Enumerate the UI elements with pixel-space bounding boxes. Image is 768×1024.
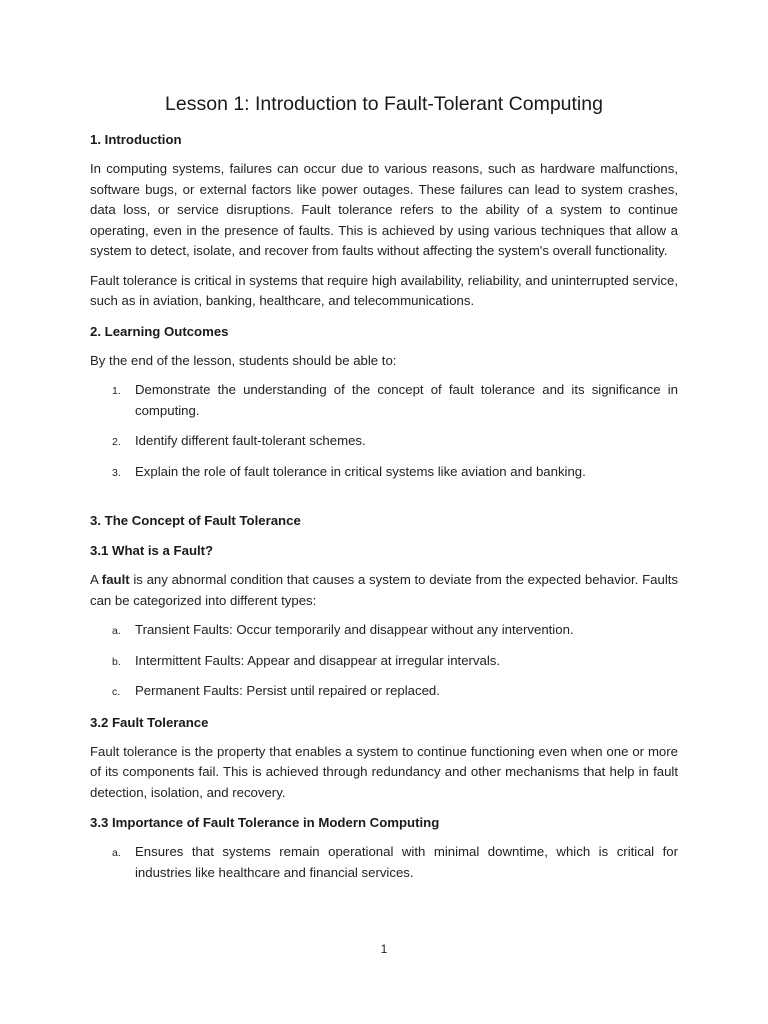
fault-types-list — [90, 620, 678, 702]
list-item — [90, 380, 678, 421]
list-item-text: Intermittent Faults: Appear and disappear at irregular intervals. — [135, 652, 501, 668]
list-marker: 2. — [112, 436, 121, 448]
fault-definition-text: is any abnormal condition that causes a system to deviate from the expected behavior. Faults can be categorized into different types: — [90, 572, 679, 608]
subsection-heading-what-is-fault: 3.1 What is a Fault? — [90, 543, 214, 558]
list-item — [90, 431, 678, 452]
section-heading-introduction: 1. Introduction — [90, 132, 182, 147]
fault-definition-prefix: A — [90, 572, 102, 587]
introduction-paragraph-2: Fault tolerance is critical in systems that require high availability, reliability, and uninterrupted service, such as in aviation, banking, healthcare, and telecommunications. — [90, 272, 678, 308]
list-marker: 3. — [112, 466, 121, 479]
list-item-text: Ensures that systems remain operational with minimal downtime, which is critical for industries like healthcare and financial services. — [135, 844, 678, 880]
fault-tolerance-paragraph: Fault tolerance is the property that enables a system to continue functioning even when one or more of its components fail. This is achieved through redundancy and other mechanisms that help in fault detection, isolation, and recovery. — [90, 743, 678, 800]
list-item — [90, 842, 678, 883]
section-heading-fault-tolerance-concept: 3. The Concept of Fault Tolerance — [90, 513, 301, 528]
fault-term: fault — [101, 572, 130, 587]
list-item-text: Explain the role of fault tolerance in critical systems like aviation and banking. — [135, 463, 586, 479]
list-item — [90, 651, 678, 672]
list-item-text: Demonstrate the understanding of the concept of fault tolerance and its significance in computing. — [135, 382, 678, 418]
document-title: Lesson 1: Introduction to Fault-Tolerant Computing — [165, 93, 603, 115]
list-item-text: Permanent Faults: Persist until repaired or replaced. — [135, 683, 440, 698]
learning-outcomes-list — [90, 380, 678, 482]
importance-list — [90, 842, 678, 883]
list-item-text: Transient Faults: Occur temporarily and disappear without any intervention. — [135, 622, 574, 637]
learning-outcomes-intro: By the end of the lesson, students should be able to: — [90, 352, 397, 368]
list-marker: 1. — [112, 385, 121, 397]
list-marker: a. — [112, 625, 121, 637]
list-item — [90, 462, 678, 483]
page-number: 1 — [380, 942, 388, 956]
section-heading-learning-outcomes: 2. Learning Outcomes — [90, 323, 229, 339]
subsection-heading-fault-tolerance: 3.2 Fault Tolerance — [90, 714, 209, 730]
list-marker: a. — [112, 847, 121, 859]
section-spacer — [90, 492, 678, 510]
fault-definition-paragraph — [90, 570, 678, 611]
introduction-paragraph-1: In computing systems, failures can occur due to various reasons, such as hardware malfunctions, software bugs, or external factors like power outages. These failures can lead to system crashes, data loss, or service disruptions. Fault tolerance refers to the ability of a system to continue operating, even in the presence of faults. This is achieved by using various techniques that allow a system to detect, isolate, and recover from faults without affecting the system's overall functionality. — [90, 161, 678, 258]
list-item-text: Identify different fault-tolerant schemes. — [135, 433, 366, 448]
list-item — [90, 620, 678, 641]
list-marker: b. — [112, 655, 121, 668]
list-marker: c. — [112, 686, 121, 698]
list-item — [90, 681, 678, 702]
subsection-heading-importance: 3.3 Importance of Fault Tolerance in Modern Computing — [90, 815, 440, 830]
